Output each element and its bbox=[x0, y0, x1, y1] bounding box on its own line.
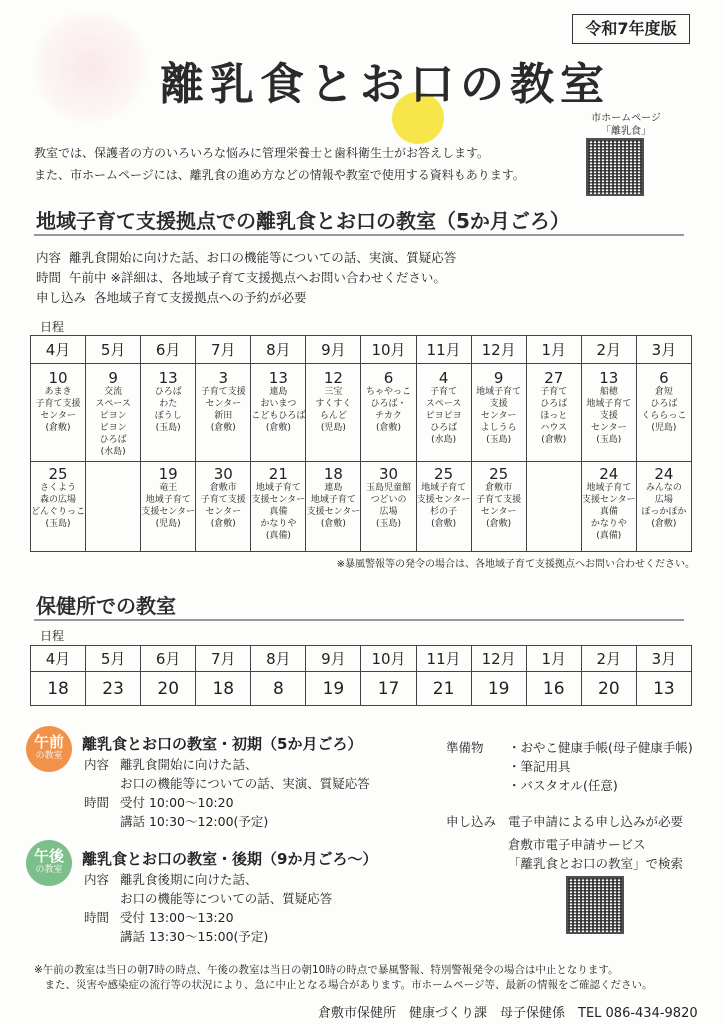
hoken-day: 20 bbox=[141, 672, 196, 706]
schedule-cell bbox=[86, 462, 141, 552]
schedule-place: 倉短 ひろば くららっこ bbox=[641, 387, 687, 421]
schedule-area: (玉島) bbox=[155, 423, 181, 433]
am-class-details: 内容 離乳食開始に向けた話、 お口の機能等についての話、実演、質疑応答 時間 受付 10:00〜10:20 講話 10:30〜12:00(予定) bbox=[84, 757, 370, 829]
schedule-area: (玉島) bbox=[45, 519, 71, 529]
section1-storm-note: ※暴風警報等の発令の場合は、各地域子育て支援拠点へお問い合わせください。 bbox=[336, 559, 695, 570]
schedule-month-header: 10月 bbox=[361, 336, 416, 364]
schedule-area: (真備) bbox=[596, 531, 622, 541]
section1-title: 地域子育て支援拠点での離乳食とお口の教室（5か月ごろ） bbox=[36, 209, 570, 233]
schedule-area: (児島) bbox=[320, 423, 346, 433]
schedule-month-header: 2月 bbox=[581, 336, 636, 364]
hoken-month: 8月 bbox=[251, 646, 306, 672]
hoken-day: 18 bbox=[31, 672, 86, 706]
schedule-month-header: 7月 bbox=[196, 336, 251, 364]
schedule-month-header: 11月 bbox=[416, 336, 471, 364]
section2-title: 保健所での教室 bbox=[36, 594, 176, 618]
section2-schedule-table bbox=[30, 645, 692, 706]
homepage-label: 市ホームページ 「離乳食」 bbox=[591, 113, 661, 137]
am-class-title: 離乳食とお口の教室・初期（5か月ごろ） bbox=[82, 735, 363, 753]
schedule-cell bbox=[86, 364, 141, 462]
hoken-day: 21 bbox=[416, 672, 471, 706]
schedule-cell bbox=[471, 462, 526, 552]
schedule-day: 3 bbox=[218, 369, 229, 387]
schedule-cell bbox=[196, 462, 251, 552]
e-application-qr-code[interactable] bbox=[566, 876, 624, 934]
hoken-day: 20 bbox=[581, 672, 636, 706]
section1-time: 時間 午前中 ※詳細は、各地域子育て支援拠点へお問い合わせください。 bbox=[36, 270, 446, 285]
am-badge: 午前 の教室 bbox=[26, 726, 72, 772]
schedule-day: 30 bbox=[213, 465, 233, 483]
schedule-day: 25 bbox=[434, 465, 454, 483]
schedule-area: (水島) bbox=[100, 447, 126, 457]
schedule-place: 三宝 すくすく らんど bbox=[315, 387, 352, 421]
schedule-cell bbox=[471, 364, 526, 462]
schedule-cell bbox=[361, 462, 416, 552]
schedule-place: 子育て支援 センター 新田 bbox=[200, 387, 246, 421]
schedule-area: (倉敷) bbox=[486, 519, 512, 529]
schedule-area: (児島) bbox=[155, 519, 181, 529]
schedule-day: 13 bbox=[268, 369, 288, 387]
schedule-place: 地域子育て 支援センター 杉の子 bbox=[416, 483, 471, 517]
schedule-cell bbox=[416, 364, 471, 462]
hoken-day: 16 bbox=[526, 672, 581, 706]
hoken-month: 1月 bbox=[526, 646, 581, 672]
hoken-month: 12月 bbox=[471, 646, 526, 672]
hoken-month: 2月 bbox=[581, 646, 636, 672]
application-block: 申し込み 電子申請による申し込みが必要 bbox=[446, 814, 684, 829]
intro-line-2: また、市ホームページには、離乳食の進め方などの情報や教室で使用する資料もあります。 bbox=[34, 168, 525, 182]
schedule-cell bbox=[306, 364, 361, 462]
hoken-day: 13 bbox=[636, 672, 691, 706]
schedule-month-header: 12月 bbox=[471, 336, 526, 364]
hoken-day: 23 bbox=[86, 672, 141, 706]
hoken-day: 19 bbox=[471, 672, 526, 706]
schedule-place: 地域子育て 支援 センター よしうら bbox=[476, 387, 522, 433]
schedule-place: 連島 おいまつ こどもひろば bbox=[251, 387, 306, 421]
section1-schedule-table bbox=[30, 335, 692, 552]
schedule-day: 9 bbox=[493, 369, 504, 387]
schedule-place: 船穂 地域子育て 支援 センター bbox=[586, 387, 632, 433]
schedule-place: 玉島児童館 つどいの 広場 bbox=[366, 483, 412, 517]
schedule-day: 18 bbox=[323, 465, 343, 483]
intro-line-1: 教室では、保護者の方のいろいろな悩みに管理栄養士と歯科衛生士がお答えします。 bbox=[34, 146, 490, 160]
hoken-day: 18 bbox=[196, 672, 251, 706]
schedule-month-header: 6月 bbox=[141, 336, 196, 364]
schedule-month-header: 3月 bbox=[636, 336, 691, 364]
pm-badge: 午後 の教室 bbox=[26, 840, 72, 886]
schedule-cell bbox=[306, 462, 361, 552]
section1-apply: 申し込み 各地域子育て支援拠点への予約が必要 bbox=[36, 290, 307, 305]
schedule-area: (倉敷) bbox=[265, 423, 291, 433]
schedule-cell bbox=[636, 462, 691, 552]
schedule-day: 6 bbox=[383, 369, 394, 387]
schedule-area: (水島) bbox=[431, 435, 457, 445]
schedule-place: 地域子育て 支援センター 真備 かなりや bbox=[251, 483, 306, 529]
hoken-day: 17 bbox=[361, 672, 416, 706]
schedule-cell bbox=[141, 364, 196, 462]
schedule-day: 21 bbox=[268, 465, 288, 483]
schedule-place: あまき 子育て支援 センター bbox=[35, 387, 81, 421]
schedule-area: (児島) bbox=[651, 423, 677, 433]
schedule-cell bbox=[636, 364, 691, 462]
pm-class-title: 離乳食とお口の教室・後期（9か月ごろ〜） bbox=[82, 850, 378, 868]
schedule-day: 24 bbox=[599, 465, 619, 483]
schedule-cell bbox=[581, 364, 636, 462]
schedule-area: (倉敷) bbox=[210, 519, 236, 529]
schedule-cell bbox=[31, 364, 86, 462]
belongings-block: 準備物 ・おやこ健康手帳(母子健康手帳) ・筆記用具 ・バスタオル(任意) bbox=[446, 740, 693, 793]
schedule-place: みんなの 広場 ぽっかぽか bbox=[641, 483, 687, 517]
hoken-month: 11月 bbox=[416, 646, 471, 672]
schedule-area: (真備) bbox=[265, 531, 291, 541]
schedule-area: (玉島) bbox=[375, 519, 402, 529]
contact-info: 倉敷市保健所 健康づくり課 母子保健係 TEL 086-434-9820 bbox=[318, 1006, 698, 1021]
schedule-area: (倉敷) bbox=[651, 519, 677, 529]
schedule-place: 子育て ひろば ほっと ハウス bbox=[540, 387, 568, 433]
schedule-place: 地域子育て 支援センター 真備 かなりや bbox=[582, 483, 636, 529]
e-application-service: 倉敷市電子申請サービス 「離乳食とお口の教室」で検索 bbox=[508, 837, 684, 871]
schedule-cell bbox=[581, 462, 636, 552]
section2-underline bbox=[34, 619, 684, 621]
hoken-month: 4月 bbox=[31, 646, 86, 672]
decorative-pink-circle bbox=[30, 12, 150, 122]
schedule-place: 子育て スペース ピヨピヨ ひろば bbox=[425, 387, 462, 433]
schedule-month-header: 5月 bbox=[86, 336, 141, 364]
schedule-day: 30 bbox=[378, 465, 399, 483]
hoken-month: 9月 bbox=[306, 646, 361, 672]
schedule-place: 竜王 地域子育て 支援センター bbox=[141, 483, 196, 517]
hoken-day: 19 bbox=[306, 672, 361, 706]
hoken-month: 10月 bbox=[361, 646, 416, 672]
edition-badge: 令和7年度版 bbox=[572, 14, 690, 44]
schedule-day: 24 bbox=[654, 465, 674, 483]
schedule-place: 連島 地域子育て 支援センター bbox=[306, 483, 361, 517]
schedule-area: (倉敷) bbox=[210, 423, 236, 433]
schedule-cell bbox=[526, 462, 581, 552]
section1-underline bbox=[34, 234, 684, 236]
schedule-day: 12 bbox=[323, 369, 343, 387]
schedule-day: 9 bbox=[108, 369, 118, 387]
schedule-area: (倉敷) bbox=[320, 519, 346, 529]
schedule-place: ひろば わた ぼうし bbox=[154, 387, 182, 421]
schedule-cell bbox=[196, 364, 251, 462]
schedule-day: 27 bbox=[544, 369, 564, 387]
schedule-area: (倉敷) bbox=[431, 519, 457, 529]
schedule-cell bbox=[251, 364, 306, 462]
schedule-area: (倉敷) bbox=[375, 423, 402, 433]
schedule-place: 倉敷市 子育て支援 センター bbox=[200, 483, 246, 517]
schedule-day: 25 bbox=[489, 465, 509, 483]
homepage-qr-code[interactable] bbox=[586, 138, 644, 196]
schedule-month-header: 1月 bbox=[526, 336, 581, 364]
schedule-cell bbox=[416, 462, 471, 552]
schedule-cell bbox=[141, 462, 196, 552]
schedule-month-header: 8月 bbox=[251, 336, 306, 364]
schedule-day: 10 bbox=[48, 369, 68, 387]
hoken-day: 8 bbox=[251, 672, 306, 706]
schedule-day: 13 bbox=[158, 369, 178, 387]
schedule-day: 6 bbox=[659, 369, 669, 387]
hoken-month: 5月 bbox=[86, 646, 141, 672]
schedule-day: 19 bbox=[158, 465, 178, 483]
schedule-month-header: 9月 bbox=[306, 336, 361, 364]
schedule-place: ちゃやっこ ひろば・ チカク bbox=[366, 387, 412, 421]
schedule-area: (玉島) bbox=[486, 435, 512, 445]
schedule-cell bbox=[31, 462, 86, 552]
schedule-place: さくよう 森の広場 どんぐりっこ bbox=[31, 483, 86, 517]
schedule-place: 倉敷市 子育て支援 センター bbox=[476, 483, 522, 517]
schedule-area: (倉敷) bbox=[45, 423, 71, 433]
section2-schedule-label: 日程 bbox=[40, 629, 65, 643]
page-title: 離乳食とお口の教室 bbox=[160, 59, 610, 110]
footnotes: ※午前の教室は当日の朝7時の時点、午後の教室は当日の朝10時の時点で暴風警報、特別警報発令の場合は中止となります。 また、災害や感染症の流行等の状況により、急に中止となる場合があります。市ホームページ等、最新の情報をご確認ください。 bbox=[34, 964, 653, 991]
schedule-day: 25 bbox=[48, 465, 68, 483]
pm-class-details: 内容 離乳食後期に向けた話、 お口の機能等についての話、質疑応答 時間 受付 13:00〜13:20 講話 13:30〜15:00(予定) bbox=[84, 872, 333, 944]
schedule-day: 13 bbox=[599, 369, 619, 387]
schedule-cell bbox=[251, 462, 306, 552]
hoken-month: 3月 bbox=[636, 646, 691, 672]
schedule-cell bbox=[526, 364, 581, 462]
hoken-month: 6月 bbox=[141, 646, 196, 672]
schedule-day: 4 bbox=[438, 369, 449, 387]
schedule-area: (玉島) bbox=[596, 435, 622, 445]
schedule-place: 交流 スペース ピヨン ピヨン ひろば bbox=[95, 387, 131, 445]
schedule-area: (倉敷) bbox=[541, 435, 567, 445]
schedule-month-header: 4月 bbox=[31, 336, 86, 364]
hoken-month: 7月 bbox=[196, 646, 251, 672]
section1-schedule-label: 日程 bbox=[40, 320, 65, 334]
schedule-cell bbox=[361, 364, 416, 462]
section1-content: 内容 離乳食開始に向けた話、お口の機能等についての話、実演、質疑応答 bbox=[36, 250, 457, 265]
